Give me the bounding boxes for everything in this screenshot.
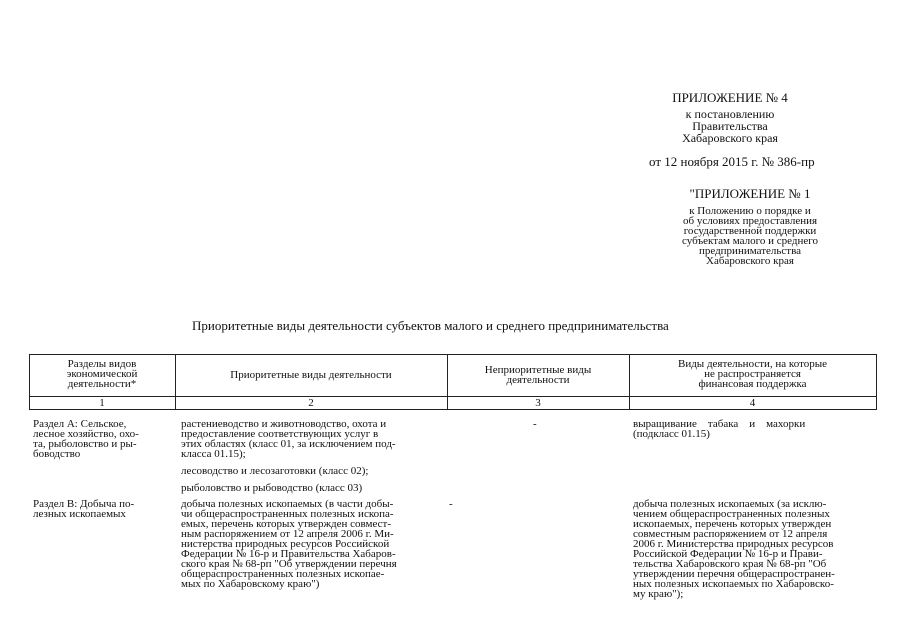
- header-line: деятельности*: [67, 378, 137, 390]
- cell-line: лесное хозяйство, охо-: [33, 428, 139, 440]
- header-line: финансовая поддержка: [698, 378, 807, 390]
- table-row-a-priority: [181, 419, 396, 493]
- cell-line: растениеводство и животноводство, охота и: [181, 418, 387, 430]
- table-header-cell: [447, 365, 629, 385]
- cell-line: Федерации № 16-р и Правительства Хабаров-: [181, 548, 396, 560]
- table-row-a-excluded: [633, 419, 805, 439]
- table-header-cell: [29, 359, 175, 389]
- cell-line: нистерства природных ресурсов Российской: [181, 538, 390, 550]
- column-number: 4: [749, 397, 756, 409]
- appendix-1-line: предпринимательства: [698, 245, 802, 257]
- cell-line: боводство: [33, 448, 81, 460]
- header-line: деятельности: [506, 374, 570, 386]
- cell-line: та, рыболовство и ры-: [33, 438, 137, 450]
- header-line: не распространяется: [704, 368, 801, 380]
- header-line: Разделы видов: [67, 358, 137, 370]
- column-number: 1: [99, 397, 105, 409]
- column-number: 2: [308, 397, 314, 409]
- header-line: Неприоритетные виды: [484, 364, 592, 376]
- cell-line: ных полезных ископаемых по Хабаровско-: [633, 578, 834, 590]
- appendix-4-date: от 12 ноября 2015 г. № 386-пр: [649, 154, 815, 169]
- header-line: Приоритетные виды деятельности: [230, 369, 392, 381]
- appendix-4-title: ПРИЛОЖЕНИЕ № 4: [672, 90, 788, 105]
- table-row-b-excluded: [633, 499, 835, 599]
- cell-line: тельства Хабаровского края № 68-рп "Об: [633, 558, 827, 570]
- priority-activities-table: [29, 354, 877, 644]
- appendix-4-line: к постановлению: [685, 107, 775, 121]
- cell-line: добыча полезных ископаемых (за исклю-: [633, 498, 827, 510]
- cell-line: Российской Федерации № 16-р и Прави-: [633, 548, 823, 560]
- cell-line: класса 01.15);: [181, 448, 246, 460]
- table-border: [876, 354, 877, 409]
- appendix-4-line: Правительства: [692, 119, 768, 133]
- header-line: Виды деятельности, на которые: [677, 358, 828, 370]
- cell-line: ным распоряжением от 12 апреля 2006 г. Ми-: [181, 528, 394, 540]
- table-row-a-section: [33, 419, 139, 459]
- table-row-b-nonpriority: -: [449, 498, 453, 510]
- cell-line: емых, перечень которых утвержден совмест-: [181, 518, 392, 530]
- table-border: [29, 409, 877, 410]
- table-row-b-section: [33, 499, 134, 519]
- cell-line: Раздел А: Сельское,: [33, 418, 127, 430]
- appendix-1-line: субъектам малого и среднего: [682, 235, 818, 247]
- cell-line: рыболовство и рыбоводство (класс 03): [181, 482, 363, 494]
- appendix-1-line: Хабаровского края: [706, 255, 794, 267]
- cell-line: (подкласс 01.15): [633, 428, 710, 440]
- cell-line: совместным распоряжением от 12 апреля: [633, 528, 828, 540]
- appendix-1-header: [655, 186, 845, 266]
- table-header-cell: [175, 370, 447, 380]
- cell-line: этих областях (класс 01, за исключением под-: [181, 438, 396, 450]
- table-row-b-priority: [181, 499, 397, 589]
- table-header-cell: [629, 359, 876, 389]
- cell-line: утверждении перечня общераспространен-: [633, 568, 835, 580]
- cell-line: Раздел В: Добыча по-: [33, 498, 135, 510]
- appendix-4-line: Хабаровского края: [682, 131, 778, 145]
- header-line: экономической: [66, 368, 138, 380]
- cell-line: му краю");: [633, 588, 684, 600]
- table-row-a-nonpriority: -: [533, 418, 537, 430]
- appendix-1-line: государственной поддержки: [683, 225, 817, 237]
- cell-line: предоставление соответствующих услуг в: [181, 428, 379, 440]
- appendix-1-line: к Положению о порядке и: [689, 205, 811, 217]
- cell-line: лесоводство и лесозаготовки (класс 02);: [181, 465, 369, 477]
- column-number: 3: [535, 397, 541, 409]
- appendix-1-line: об условиях предоставления: [682, 215, 818, 227]
- document-heading: Приоритетные виды деятельности субъектов малого и среднего предпринимательства: [192, 318, 669, 333]
- cell-line: ископаемых, перечень которых утвержден: [633, 518, 832, 530]
- cell-line: лезных ископаемых: [33, 508, 126, 520]
- table-border: [29, 354, 877, 355]
- cell-line: ского края № 68-рп "Об утверждении перечня: [181, 558, 397, 570]
- appendix-1-title: "ПРИЛОЖЕНИЕ № 1: [689, 186, 811, 201]
- cell-line: 2006 г. Министерства природных ресурсов: [633, 538, 834, 550]
- cell-line: чением общераспространенных полезных: [633, 508, 830, 520]
- cell-line: чи общераспространенных полезных ископа-: [181, 508, 394, 520]
- cell-line: мых по Хабаровскому краю"): [181, 578, 320, 590]
- cell-line: добыча полезных ископаемых (в части добы-: [181, 498, 394, 510]
- appendix-4-header: [640, 90, 820, 144]
- cell-line: общераспространенных полезных ископае-: [181, 568, 385, 580]
- cell-line: выращивание табака и махорки: [633, 418, 806, 430]
